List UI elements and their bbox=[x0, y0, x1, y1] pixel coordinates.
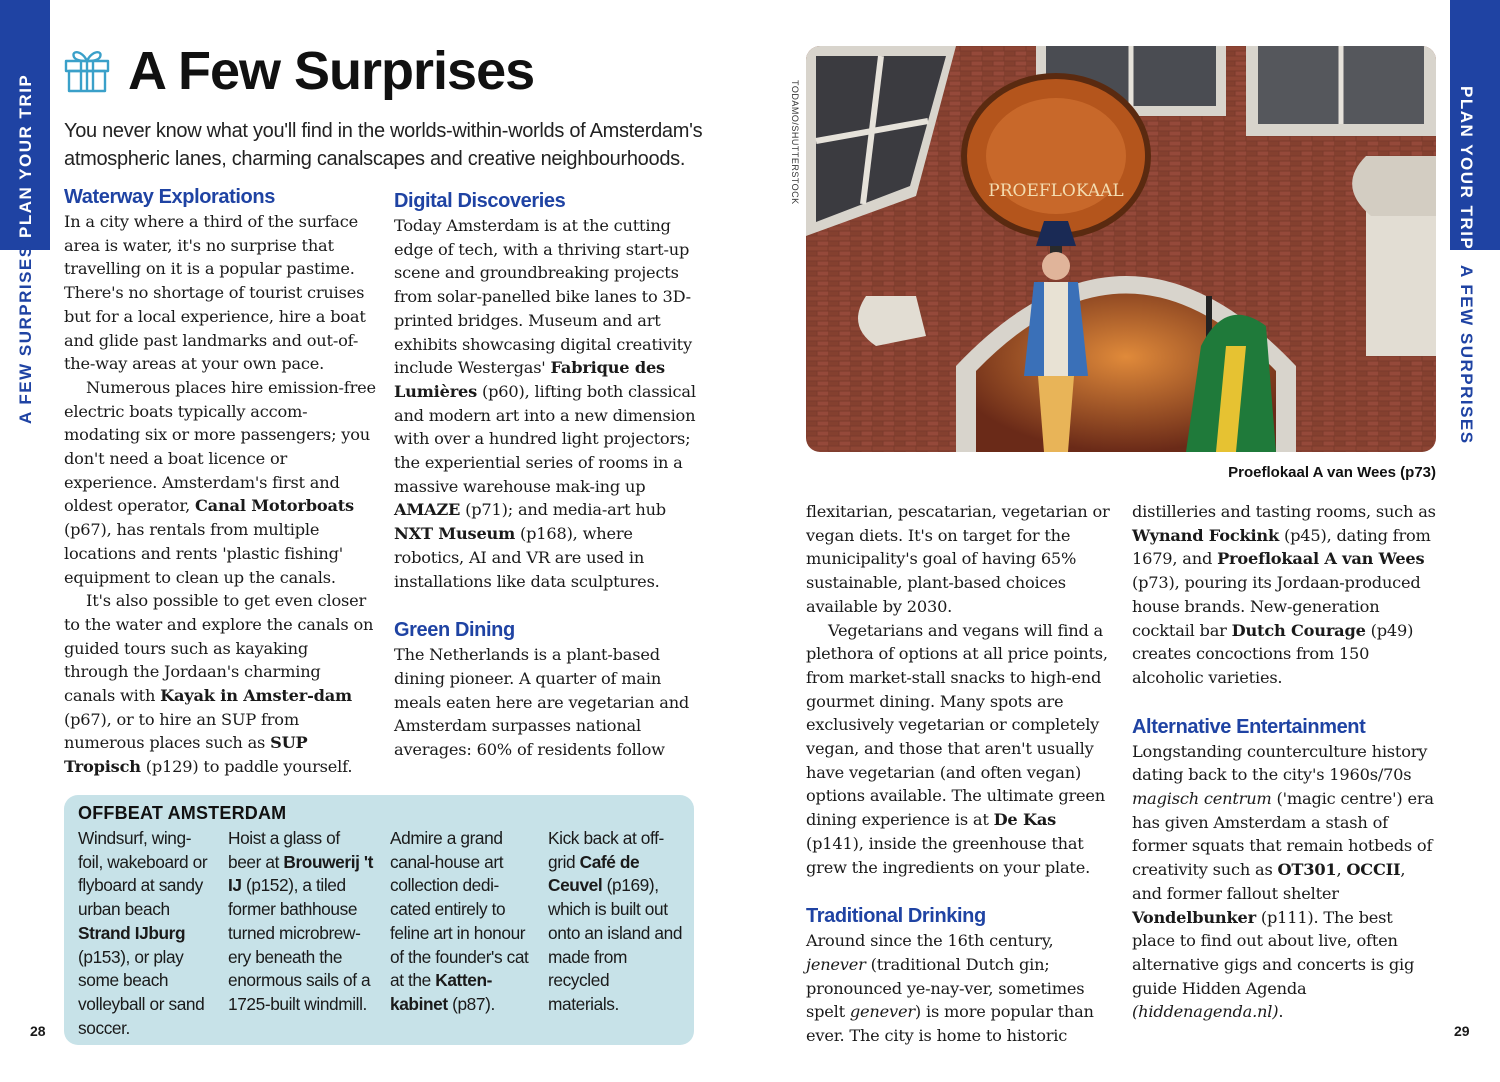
column-drinking-cont bbox=[1132, 500, 1438, 1024]
text: (p168), where robotics, AI and VR are used in installations like data sculptures. bbox=[394, 524, 660, 591]
box-column bbox=[228, 827, 376, 1017]
tab-plan-your-trip-right: PLAN YOUR TRIP bbox=[1457, 86, 1476, 251]
paragraph bbox=[64, 210, 376, 376]
venue-name: Wynand Fockink bbox=[1132, 525, 1280, 545]
paragraph bbox=[1132, 740, 1438, 1024]
building-illustration bbox=[806, 46, 1436, 452]
text: Longstanding counterculture history dating back to the city's 1960s/70s bbox=[1132, 741, 1428, 785]
venue-name: SUP Tropisch bbox=[64, 733, 308, 777]
tab-section-label-left: A FEW SURPRISES bbox=[16, 244, 35, 424]
text: (p71); and media-art hub bbox=[460, 500, 666, 520]
column-green-dining-cont bbox=[806, 500, 1112, 1048]
text: In a city where a third of the surface area is water, it's no surprise that travelling on it is a popular pastime. There's no shortage of tourist cruises but for a local experience, hire a boat and glide past landmarks and out-of-the-way areas at your own pace. bbox=[64, 212, 366, 374]
text: Windsurf, wing-foil, wakeboard or flyboard at sandy urban beach bbox=[78, 828, 208, 920]
offbeat-amsterdam-box bbox=[64, 795, 694, 1045]
venue-name: NXT Museum bbox=[394, 524, 516, 544]
sign-text: PROEFLOKAAL bbox=[988, 181, 1124, 201]
heading-alternative-entertainment: Alternative Entertainment bbox=[1132, 715, 1366, 738]
text: Kick back at off-grid bbox=[548, 828, 664, 872]
text: Today Amsterdam is at the cutting edge of tech, with a thriving start-up scene and groundbreaking projects from solar-panelled bike lanes to 3D-printed bridges. Museum and art exhibits showcasing digital creativity include Westergas' bbox=[394, 216, 692, 378]
paragraph bbox=[394, 643, 706, 762]
text: ('magic centre') era has given Amsterdam a stash of former squats that remain hotbeds of creativity such as bbox=[1132, 789, 1434, 880]
text: , and former fallout shelter bbox=[1132, 860, 1406, 903]
text: (p169), which is built out onto an island and made from recycled materials. bbox=[548, 875, 683, 1014]
tab-section-label-right: A FEW SURPRISES bbox=[1457, 265, 1476, 445]
venue-name: Proeflokaal A van Wees bbox=[1217, 549, 1425, 569]
photo-credit: TODAMO/SHUTTERSTOCK bbox=[790, 80, 800, 205]
intro-text: You never know what you'll find in the worlds-within-worlds of Amsterdam's atmospheric lanes, charming canalscapes and creative neighbourhoods. bbox=[64, 120, 703, 170]
venue-name: De Kas bbox=[993, 810, 1057, 830]
venue-name: Vondelbunker bbox=[1132, 907, 1256, 927]
term: magisch centrum bbox=[1132, 789, 1272, 809]
heading-digital-discoveries: Digital Discoveries bbox=[394, 190, 566, 212]
text: It's also possible to get even closer to the water and explore the canals on guided tours such as kayaking through the Jordaan's charming canals with bbox=[64, 591, 374, 706]
venue-name: OT301 bbox=[1277, 860, 1337, 880]
text: The Netherlands is a plant-based dining pioneer. A quarter of main meals eaten here are vegetarian and Amsterdam surpasses national averages: 60% of residents follow bbox=[394, 645, 690, 760]
text: Numerous places hire emission-free electric boats typically accom-modating six or more passengers; you don't need a boat licence or experience. Amsterdam's first and oldest operator, bbox=[64, 377, 376, 516]
text: (p67), or to hire an SUP from numerous places such as bbox=[64, 709, 299, 753]
text: (p60), lifting both classical and modern art into a new dimension with over a hundred light projectors; the experiential series of rooms in a massive warehouse mak-ing up bbox=[394, 381, 696, 496]
box-title: OFFBEAT AMSTERDAM bbox=[78, 803, 287, 823]
text: Around since the 16th century, bbox=[806, 931, 1054, 951]
page-number-left: 28 bbox=[30, 1023, 46, 1039]
text: (p67), has rentals from multiple locations and rents 'plastic fishing' equipment to clean up the canals. bbox=[64, 520, 343, 587]
venue-name: Fabrique des Lumières bbox=[394, 358, 665, 401]
heading-waterway-explorations: Waterway Explorations bbox=[64, 186, 275, 208]
term: jenever bbox=[806, 954, 866, 974]
text: distilleries and tasting rooms, such as bbox=[1132, 502, 1436, 521]
text: (p152), a tiled former bathhouse turned microbrew-ery beneath the enormous sails of a 1725-built windmill. bbox=[228, 875, 371, 1014]
venue-name: Dutch Courage bbox=[1231, 620, 1366, 640]
venue-name: Canal Motorboats bbox=[195, 496, 354, 516]
text: (p87). bbox=[447, 993, 495, 1014]
term: genever bbox=[849, 1002, 915, 1022]
paragraph bbox=[806, 500, 1112, 619]
text: Hoist a glass of beer at bbox=[228, 828, 340, 872]
gift-icon bbox=[62, 44, 112, 94]
text: (p49) creates concoctions from 150 alcoholic varieties. bbox=[1132, 620, 1414, 687]
text: (p45), dating from 1679, and bbox=[1132, 525, 1431, 569]
column-waterway bbox=[64, 184, 376, 779]
paragraph bbox=[64, 376, 376, 589]
venue-name: Katten-kabinet bbox=[390, 970, 492, 1014]
text: Vegetarians and vegans will find a plethora of options at all price points, from market-stall snacks to high-end gourmet dining. Many spots are exclusively vegetarian or completely vegan, and those that aren't usually have vegetarian (and often vegan) options available. The ultimate green dining experience is at bbox=[806, 620, 1108, 830]
text: (p73), pouring its Jordaan-produced house brands. New-generation cocktail bar bbox=[1132, 573, 1421, 640]
paragraph bbox=[64, 589, 376, 779]
page-title: A Few Surprises bbox=[128, 41, 535, 101]
text: (p141), inside the greenhouse that grew the ingredients on your plate. bbox=[806, 833, 1091, 877]
box-column bbox=[548, 827, 684, 1017]
venue-name: Strand IJburg bbox=[78, 922, 186, 943]
venue-name: AMAZE bbox=[394, 500, 461, 520]
tab-plan-your-trip-left: PLAN YOUR TRIP bbox=[16, 73, 35, 238]
column-digital bbox=[394, 188, 706, 762]
heading-green-dining: Green Dining bbox=[394, 619, 515, 642]
paragraph bbox=[1132, 500, 1438, 690]
venue-name: OCCII bbox=[1346, 860, 1401, 880]
box-column bbox=[78, 827, 208, 1040]
text: flexitarian, pescatarian, vegetarian or vegan diets. It's on target for the municipality's goal of having 65% sustainable, plant-based choices available by 2030. bbox=[806, 502, 1110, 616]
paragraph bbox=[394, 214, 706, 593]
venue-name: Café de Ceuvel bbox=[548, 851, 640, 896]
paragraph bbox=[806, 929, 1112, 1048]
text: , bbox=[1336, 860, 1347, 880]
photo-proeflokaal bbox=[806, 46, 1436, 452]
page-number-right: 29 bbox=[1454, 1023, 1470, 1039]
heading-traditional-drinking: Traditional Drinking bbox=[806, 905, 986, 928]
text: (p129) to paddle yourself. bbox=[140, 757, 353, 777]
text: (p111). The best place to find out about live, often alternative gigs and concerts is gig guide Hidden Agenda bbox=[1132, 907, 1415, 998]
text: ) is more popular than ever. The city is home to historic bbox=[806, 1002, 1094, 1046]
photo-caption: Proeflokaal A van Wees (p73) bbox=[1228, 464, 1436, 481]
text: (p153), or play some beach volleyball or sand soccer. bbox=[78, 946, 205, 1038]
text: . bbox=[1278, 1002, 1284, 1022]
text: Admire a grand canal-house art collection dedi-cated entirely to feline art in honour of the founder's cat at the bbox=[390, 828, 529, 991]
paragraph bbox=[806, 619, 1112, 880]
venue-name: Brouwerij 't IJ bbox=[228, 851, 373, 896]
website: (hiddenagenda.nl) bbox=[1132, 1002, 1279, 1022]
box-column bbox=[390, 827, 538, 1017]
text: (traditional Dutch gin; pronounced ye-nay-ver, sometimes spelt bbox=[806, 954, 1085, 1022]
venue-name: Kayak in Amster-dam bbox=[160, 686, 352, 706]
